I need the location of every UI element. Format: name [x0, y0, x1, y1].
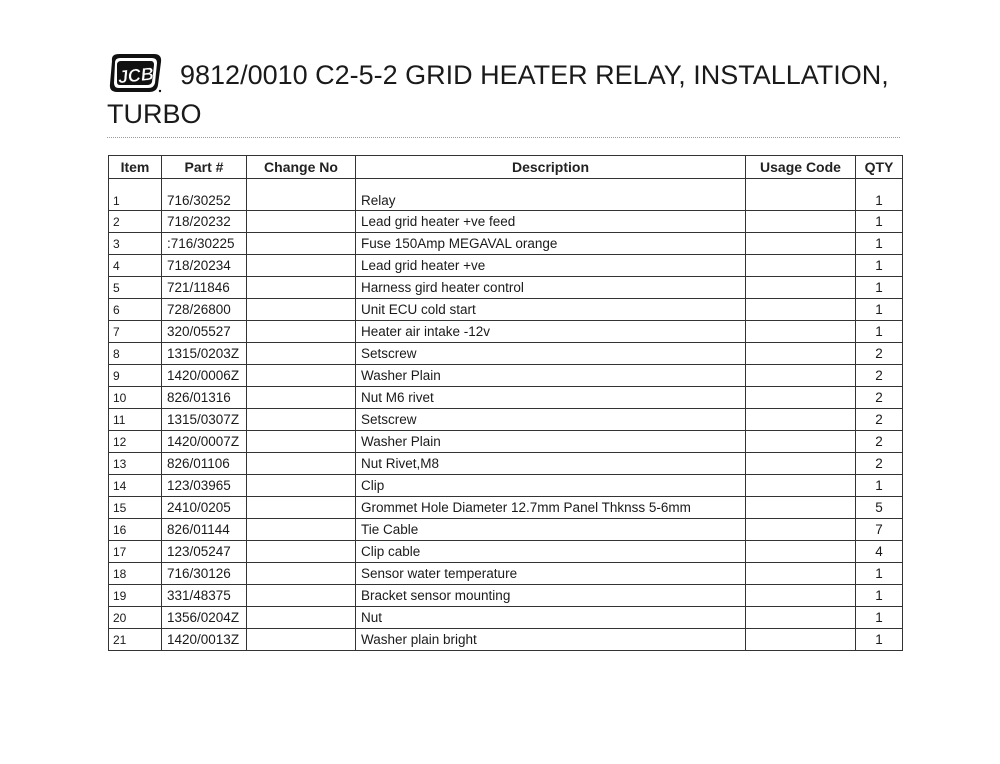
qty-cell: 2 — [856, 365, 903, 387]
description-cell: Harness gird heater control — [356, 277, 746, 299]
usage-code-cell — [746, 255, 856, 277]
part-number-cell: 1420/0013Z — [162, 629, 247, 651]
usage-code-cell — [746, 563, 856, 585]
description-cell: Setscrew — [356, 409, 746, 431]
usage-code-cell — [746, 365, 856, 387]
table-row — [109, 255, 903, 277]
usage-code-cell — [746, 211, 856, 233]
svg-text:JCB: JCB — [116, 63, 155, 88]
table-header-row — [109, 156, 903, 179]
part-number-cell: 716/30126 — [162, 563, 247, 585]
qty-cell: 2 — [856, 409, 903, 431]
item-cell: 8 — [109, 343, 162, 365]
change-no-cell — [247, 497, 356, 519]
change-no-cell — [247, 365, 356, 387]
item-cell: 13 — [109, 453, 162, 475]
table-row — [109, 585, 903, 607]
parts-table — [108, 155, 903, 651]
usage-code-cell — [746, 321, 856, 343]
change-no-cell — [247, 387, 356, 409]
usage-code-cell — [746, 585, 856, 607]
description-cell: Heater air intake -12v — [356, 321, 746, 343]
table-row — [109, 563, 903, 585]
part-number-cell: 826/01316 — [162, 387, 247, 409]
column-header-part: Part # — [162, 156, 247, 179]
part-number-cell: 1420/0007Z — [162, 431, 247, 453]
table-row — [109, 453, 903, 475]
table-row — [109, 343, 903, 365]
qty-cell: 1 — [856, 179, 903, 211]
qty-cell: 1 — [856, 607, 903, 629]
part-number-cell: 123/03965 — [162, 475, 247, 497]
table-row — [109, 431, 903, 453]
title-divider — [107, 137, 900, 138]
usage-code-cell — [746, 387, 856, 409]
qty-cell: 1 — [856, 255, 903, 277]
usage-code-cell — [746, 179, 856, 211]
qty-cell: 1 — [856, 233, 903, 255]
item-cell: 19 — [109, 585, 162, 607]
column-header-usage: Usage Code — [746, 156, 856, 179]
part-number-cell: 331/48375 — [162, 585, 247, 607]
usage-code-cell — [746, 277, 856, 299]
description-cell: Lead grid heater +ve — [356, 255, 746, 277]
change-no-cell — [247, 255, 356, 277]
description-cell: Nut M6 rivet — [356, 387, 746, 409]
part-number-cell: 718/20232 — [162, 211, 247, 233]
part-number-cell: 1356/0204Z — [162, 607, 247, 629]
usage-code-cell — [746, 519, 856, 541]
usage-code-cell — [746, 431, 856, 453]
change-no-cell — [247, 343, 356, 365]
page-title: 9812/0010 C2-5-2 GRID HEATER RELAY, INSTALLATION, TURBO — [107, 60, 889, 129]
change-no-cell — [247, 233, 356, 255]
description-cell: Washer Plain — [356, 431, 746, 453]
change-no-cell — [247, 475, 356, 497]
qty-cell: 1 — [856, 475, 903, 497]
item-cell: 20 — [109, 607, 162, 629]
column-header-qty: QTY — [856, 156, 903, 179]
change-no-cell — [247, 629, 356, 651]
usage-code-cell — [746, 475, 856, 497]
table-row — [109, 497, 903, 519]
description-cell: Bracket sensor mounting — [356, 585, 746, 607]
item-cell: 5 — [109, 277, 162, 299]
item-cell: 7 — [109, 321, 162, 343]
column-header-change: Change No — [247, 156, 356, 179]
change-no-cell — [247, 179, 356, 211]
item-cell: 21 — [109, 629, 162, 651]
item-cell: 15 — [109, 497, 162, 519]
description-cell: Unit ECU cold start — [356, 299, 746, 321]
description-cell: Lead grid heater +ve feed — [356, 211, 746, 233]
item-cell: 4 — [109, 255, 162, 277]
description-cell: Relay — [356, 179, 746, 211]
usage-code-cell — [746, 343, 856, 365]
item-cell: 12 — [109, 431, 162, 453]
description-cell: Nut Rivet,M8 — [356, 453, 746, 475]
part-number-cell: 1315/0203Z — [162, 343, 247, 365]
qty-cell: 1 — [856, 321, 903, 343]
change-no-cell — [247, 563, 356, 585]
part-number-cell: 123/05247 — [162, 541, 247, 563]
change-no-cell — [247, 453, 356, 475]
item-cell: 11 — [109, 409, 162, 431]
column-header-description: Description — [356, 156, 746, 179]
table-row — [109, 629, 903, 651]
change-no-cell — [247, 519, 356, 541]
description-cell: Clip cable — [356, 541, 746, 563]
qty-cell: 2 — [856, 387, 903, 409]
usage-code-cell — [746, 497, 856, 519]
part-number-cell: 721/11846 — [162, 277, 247, 299]
qty-cell: 1 — [856, 629, 903, 651]
usage-code-cell — [746, 629, 856, 651]
table-row — [109, 179, 903, 211]
change-no-cell — [247, 277, 356, 299]
qty-cell: 2 — [856, 453, 903, 475]
description-cell: Clip — [356, 475, 746, 497]
usage-code-cell — [746, 453, 856, 475]
item-cell: 6 — [109, 299, 162, 321]
part-number-cell: 1315/0307Z — [162, 409, 247, 431]
qty-cell: 2 — [856, 343, 903, 365]
table-row — [109, 475, 903, 497]
table-row — [109, 541, 903, 563]
description-cell: Fuse 150Amp MEGAVAL orange — [356, 233, 746, 255]
usage-code-cell — [746, 299, 856, 321]
item-cell: 1 — [109, 179, 162, 211]
change-no-cell — [247, 409, 356, 431]
table-row — [109, 519, 903, 541]
change-no-cell — [247, 585, 356, 607]
qty-cell: 1 — [856, 563, 903, 585]
item-cell: 3 — [109, 233, 162, 255]
table-row — [109, 607, 903, 629]
part-number-cell: 826/01106 — [162, 453, 247, 475]
usage-code-cell — [746, 607, 856, 629]
item-cell: 9 — [109, 365, 162, 387]
table-row — [109, 277, 903, 299]
usage-code-cell — [746, 541, 856, 563]
part-number-cell: :716/30225 — [162, 233, 247, 255]
change-no-cell — [247, 211, 356, 233]
item-cell: 17 — [109, 541, 162, 563]
parts-table-body — [109, 179, 903, 651]
table-row — [109, 387, 903, 409]
change-no-cell — [247, 541, 356, 563]
qty-cell: 1 — [856, 277, 903, 299]
description-cell: Setscrew — [356, 343, 746, 365]
change-no-cell — [247, 299, 356, 321]
table-row — [109, 409, 903, 431]
description-cell: Grommet Hole Diameter 12.7mm Panel Thknss 5-6mm — [356, 497, 746, 519]
item-cell: 10 — [109, 387, 162, 409]
table-row — [109, 299, 903, 321]
item-cell: 16 — [109, 519, 162, 541]
part-number-cell: 320/05527 — [162, 321, 247, 343]
part-number-cell: 1420/0006Z — [162, 365, 247, 387]
usage-code-cell — [746, 409, 856, 431]
qty-cell: 4 — [856, 541, 903, 563]
change-no-cell — [247, 431, 356, 453]
table-row — [109, 211, 903, 233]
part-number-cell: 826/01144 — [162, 519, 247, 541]
usage-code-cell — [746, 233, 856, 255]
table-row — [109, 321, 903, 343]
description-cell: Sensor water temperature — [356, 563, 746, 585]
qty-cell: 2 — [856, 431, 903, 453]
description-cell: Washer plain bright — [356, 629, 746, 651]
item-cell: 18 — [109, 563, 162, 585]
part-number-cell: 718/20234 — [162, 255, 247, 277]
item-cell: 2 — [109, 211, 162, 233]
description-cell: Tie Cable — [356, 519, 746, 541]
part-number-cell: 716/30252 — [162, 179, 247, 211]
item-cell: 14 — [109, 475, 162, 497]
qty-cell: 1 — [856, 585, 903, 607]
table-row — [109, 233, 903, 255]
table-row — [109, 365, 903, 387]
part-number-cell: 2410/0205 — [162, 497, 247, 519]
change-no-cell — [247, 321, 356, 343]
qty-cell: 1 — [856, 299, 903, 321]
qty-cell: 1 — [856, 211, 903, 233]
qty-cell: 5 — [856, 497, 903, 519]
description-cell: Washer Plain — [356, 365, 746, 387]
part-number-cell: 728/26800 — [162, 299, 247, 321]
change-no-cell — [247, 607, 356, 629]
column-header-item: Item — [109, 156, 162, 179]
description-cell: Nut — [356, 607, 746, 629]
qty-cell: 7 — [856, 519, 903, 541]
